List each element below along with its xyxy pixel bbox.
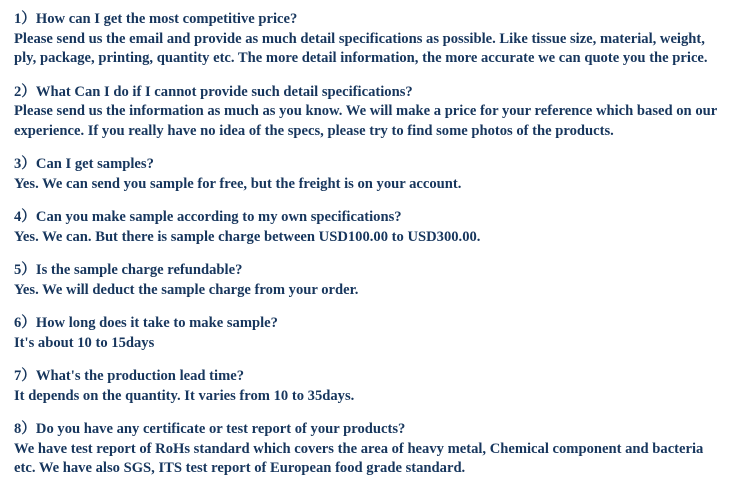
faq-question-2 (14, 83, 744, 103)
faq-answer-line: experience. If you really have no idea of the specs, please try to find some photos of the products. (14, 122, 614, 139)
faq-question-text: Do you have any certificate or test report of your products? (35, 421, 406, 437)
faq-answer-line: It depends on the quantity. It varies from 10 to 35days. (14, 387, 355, 404)
faq-item-7 (14, 367, 744, 406)
faq-number: 5） (14, 262, 36, 278)
faq-question-text: Can you make sample according to my own specifications? (35, 209, 402, 225)
faq-number: 2） (14, 83, 36, 100)
faq-number: 6） (14, 315, 36, 331)
faq-answer-line: Please send us the information as much as you know. We will make a price for your reference which based on our (14, 103, 718, 119)
faq-question-text: Can I get samples? (35, 156, 154, 172)
faq-item-2 (14, 83, 744, 142)
faq-question-1 (14, 10, 744, 30)
faq-list (14, 10, 744, 493)
faq-answer-line: Yes. We will deduct the sample charge from your order. (14, 281, 359, 298)
faq-question-text: How can I get the most competitive price? (35, 11, 298, 27)
faq-question-7 (14, 367, 744, 387)
faq-number: 7） (14, 368, 36, 384)
faq-question-4 (14, 208, 744, 228)
faq-item-1 (14, 10, 744, 69)
faq-answer-line: ply, package, printing, quantity etc. The more detail information, the more accurate we can quote you the price. (14, 50, 708, 66)
faq-item-5 (14, 261, 744, 300)
faq-number: 4） (14, 209, 36, 225)
faq-question-text: Is the sample charge refundable? (35, 262, 243, 278)
faq-item-3 (14, 155, 744, 194)
faq-question-text: What's the production lead time? (35, 368, 245, 384)
faq-item-8 (14, 420, 744, 479)
faq-answer-line: Yes. We can. But there is sample charge between USD100.00 to USD300.00. (14, 228, 481, 245)
faq-number: 1） (14, 11, 36, 27)
faq-item-4 (14, 208, 744, 247)
faq-question-text: How long does it take to make sample? (35, 315, 278, 331)
faq-question-text: What Can I do if I cannot provide such detail specifications? (35, 83, 413, 100)
faq-answer-line: Please send us the email and provide as much detail specifications as possible. Like tissue size, material, weight, (14, 30, 705, 47)
faq-question-6 (14, 314, 744, 334)
faq-question-5 (14, 261, 744, 281)
faq-answer-line: We have test report of RoHs standard which covers the area of heavy metal, Chemical component and bacteria (14, 440, 704, 457)
faq-item-6 (14, 314, 744, 353)
faq-answer-line: It's about 10 to 15days (14, 334, 155, 351)
faq-question-8 (14, 420, 744, 440)
faq-number: 3） (14, 156, 36, 172)
faq-answer-line: etc. We have also SGS, ITS test report of European food grade standard. (14, 460, 466, 476)
faq-question-3 (14, 155, 744, 175)
faq-answer-line: Yes. We can send you sample for free, but the freight is on your account. (14, 175, 462, 192)
faq-number: 8） (14, 421, 36, 437)
